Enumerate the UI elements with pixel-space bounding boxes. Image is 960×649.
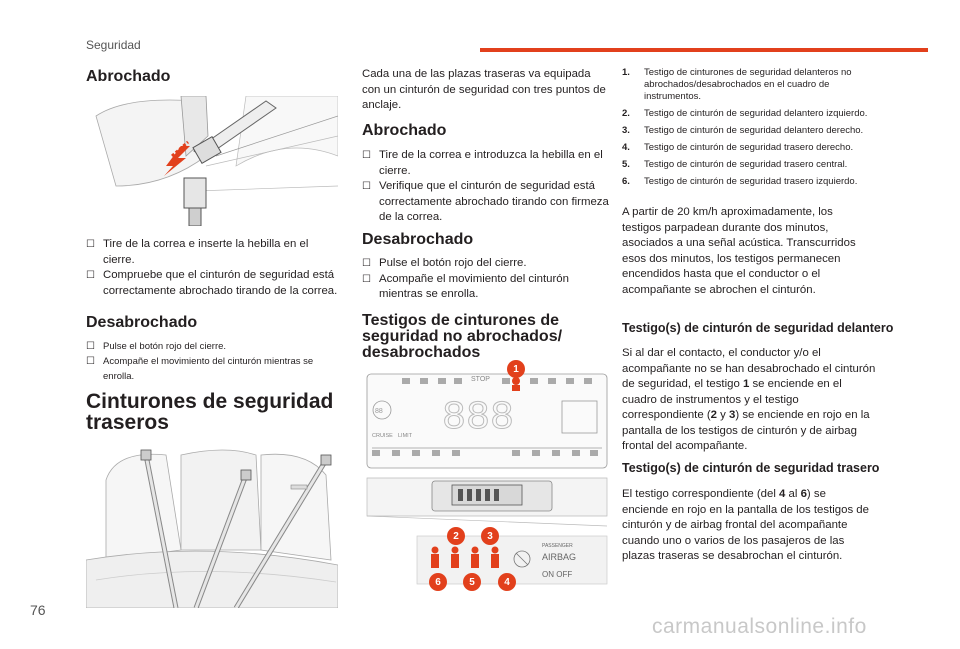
on-off-label: ON OFF — [542, 570, 573, 579]
page-number: 76 — [30, 602, 46, 618]
bullet-item: ☐ Tire de la correa e introduzca la hebilla en el cierre. — [362, 149, 603, 177]
bullet-item: ☐ Pulse el botón rojo del cierre. — [86, 341, 227, 352]
callout-1: 1 — [507, 360, 525, 378]
heading-testigo-delantero: Testigo(s) de cinturón de seguridad delantero — [622, 321, 894, 335]
legend-item: 3. Testigo de cinturón de seguridad delantero derecho. — [622, 125, 864, 136]
paragraph-trasero: El testigo correspondiente (del 4 al 6) se enciende en rojo en la pantalla de los testigos de cinturón y de airbag frontal del acompañante cuando uno o varios de los pasajeros de las plazas traseras se desabrochan el cinturón. — [622, 488, 869, 562]
stop-label: STOP — [471, 376, 490, 383]
bullet-item: ☐ Pulse el botón rojo del cierre. — [362, 257, 527, 269]
abrochado-bullets — [86, 237, 341, 299]
legend-item: 2. Testigo de cinturón de seguridad delantero izquierdo. — [622, 108, 868, 119]
heading-desabrochado-traseros: Desabrochado — [362, 231, 474, 248]
section-title: Seguridad — [86, 38, 141, 52]
heading-testigo-trasero: Testigo(s) de cinturón de seguridad trasero — [622, 461, 880, 475]
bullet-item: ☐ Tire de la correa e inserte la hebilla en el cierre. — [86, 238, 309, 266]
callout-6: 6 — [429, 573, 447, 591]
front-belt-illustration — [86, 96, 338, 226]
paragraph-delantero: Si al dar el contacto, el conductor y/o el acompañante no se han desabrochado el cinturón de seguridad, el testigo 1 se enciende en el cuadro de instrumentos y el testigo correspondiente (2 y 3) se enciende en rojo en la pantalla de los testigos de cinturón y de airbag frontal del acompañante. — [622, 347, 876, 452]
bullet-item: ☐ Verifique que el cinturón de seguridad está correctamente abrochado tirando con firmeza de la correa. — [362, 180, 609, 223]
svg-text:88: 88 — [375, 408, 383, 415]
heading-line: traseros — [86, 411, 169, 434]
legend-item: 5. Testigo de cinturón de seguridad trasero central. — [622, 159, 848, 170]
heading-line: Testigos de cinturones de — [362, 312, 560, 329]
legend-item: 4. Testigo de cinturón de seguridad trasero derecho. — [622, 142, 854, 153]
callout-4: 4 — [498, 573, 516, 591]
airbag-label: AIRBAG — [542, 552, 577, 562]
bullet-item: ☐ Compruebe que el cinturón de seguridad está correctamente abrochado tirando de la correa. — [86, 269, 338, 297]
passenger-label: PASSENGER — [542, 543, 573, 549]
section-accent-bar — [480, 48, 928, 52]
heading-line: seguridad no abrochados/ — [362, 328, 563, 345]
heading-line: desabrochados — [362, 344, 481, 361]
legend-item: 6. Testigo de cinturón de seguridad trasero izquierdo. — [622, 176, 858, 187]
legend-item: 1. Testigo de cinturones de seguridad delanteros no abrochados/desabrochados en el cuadro de instrumentos. — [622, 67, 852, 102]
desabrochado-traseros-bullets — [362, 256, 610, 303]
heading-abrochado-traseros: Abrochado — [362, 122, 447, 139]
heading-abrochado: Abrochado — [86, 68, 171, 85]
instrument-cluster-illustration — [362, 366, 612, 601]
heading-cinturones-traseros — [86, 391, 333, 433]
bullet-item: ☐ Acompañe el movimiento del cinturón mientras se enrolla. — [362, 272, 569, 300]
svg-text:888: 888 — [442, 396, 515, 441]
heading-line: Cinturones de seguridad — [86, 390, 334, 413]
paragraph-parpadeo: A partir de 20 km/h aproximadamente, los testigos parpadean durante dos minutos, asociados a una señal acústica. Transcurridos esos dos minutos, los testigos permanecen encendidos hasta que el conductor o el acompañante se abrochen el cinturón. — [622, 206, 856, 296]
numbered-legend — [622, 67, 872, 193]
rear-seats-intro: Cada una de las plazas traseras va equipada con un cinturón de seguridad con tres puntos de anclaje. — [362, 68, 606, 111]
rear-seat-illustration — [86, 440, 338, 608]
heading-desabrochado: Desabrochado — [86, 314, 198, 331]
cruise-label: CRUISE — [372, 433, 393, 439]
callout-5: 5 — [463, 573, 481, 591]
watermark: carmanualsonline.info — [652, 615, 867, 638]
bullet-item: ☐ Acompañe el movimiento del cinturón mientras se enrolla. — [86, 356, 314, 382]
desabrochado-bullets — [86, 339, 346, 384]
heading-testigos — [362, 313, 562, 361]
callout-3: 3 — [481, 527, 499, 545]
abrochado-traseros-bullets — [362, 148, 610, 226]
callout-2: 2 — [447, 527, 465, 545]
limit-label: LIMIT — [398, 433, 413, 439]
